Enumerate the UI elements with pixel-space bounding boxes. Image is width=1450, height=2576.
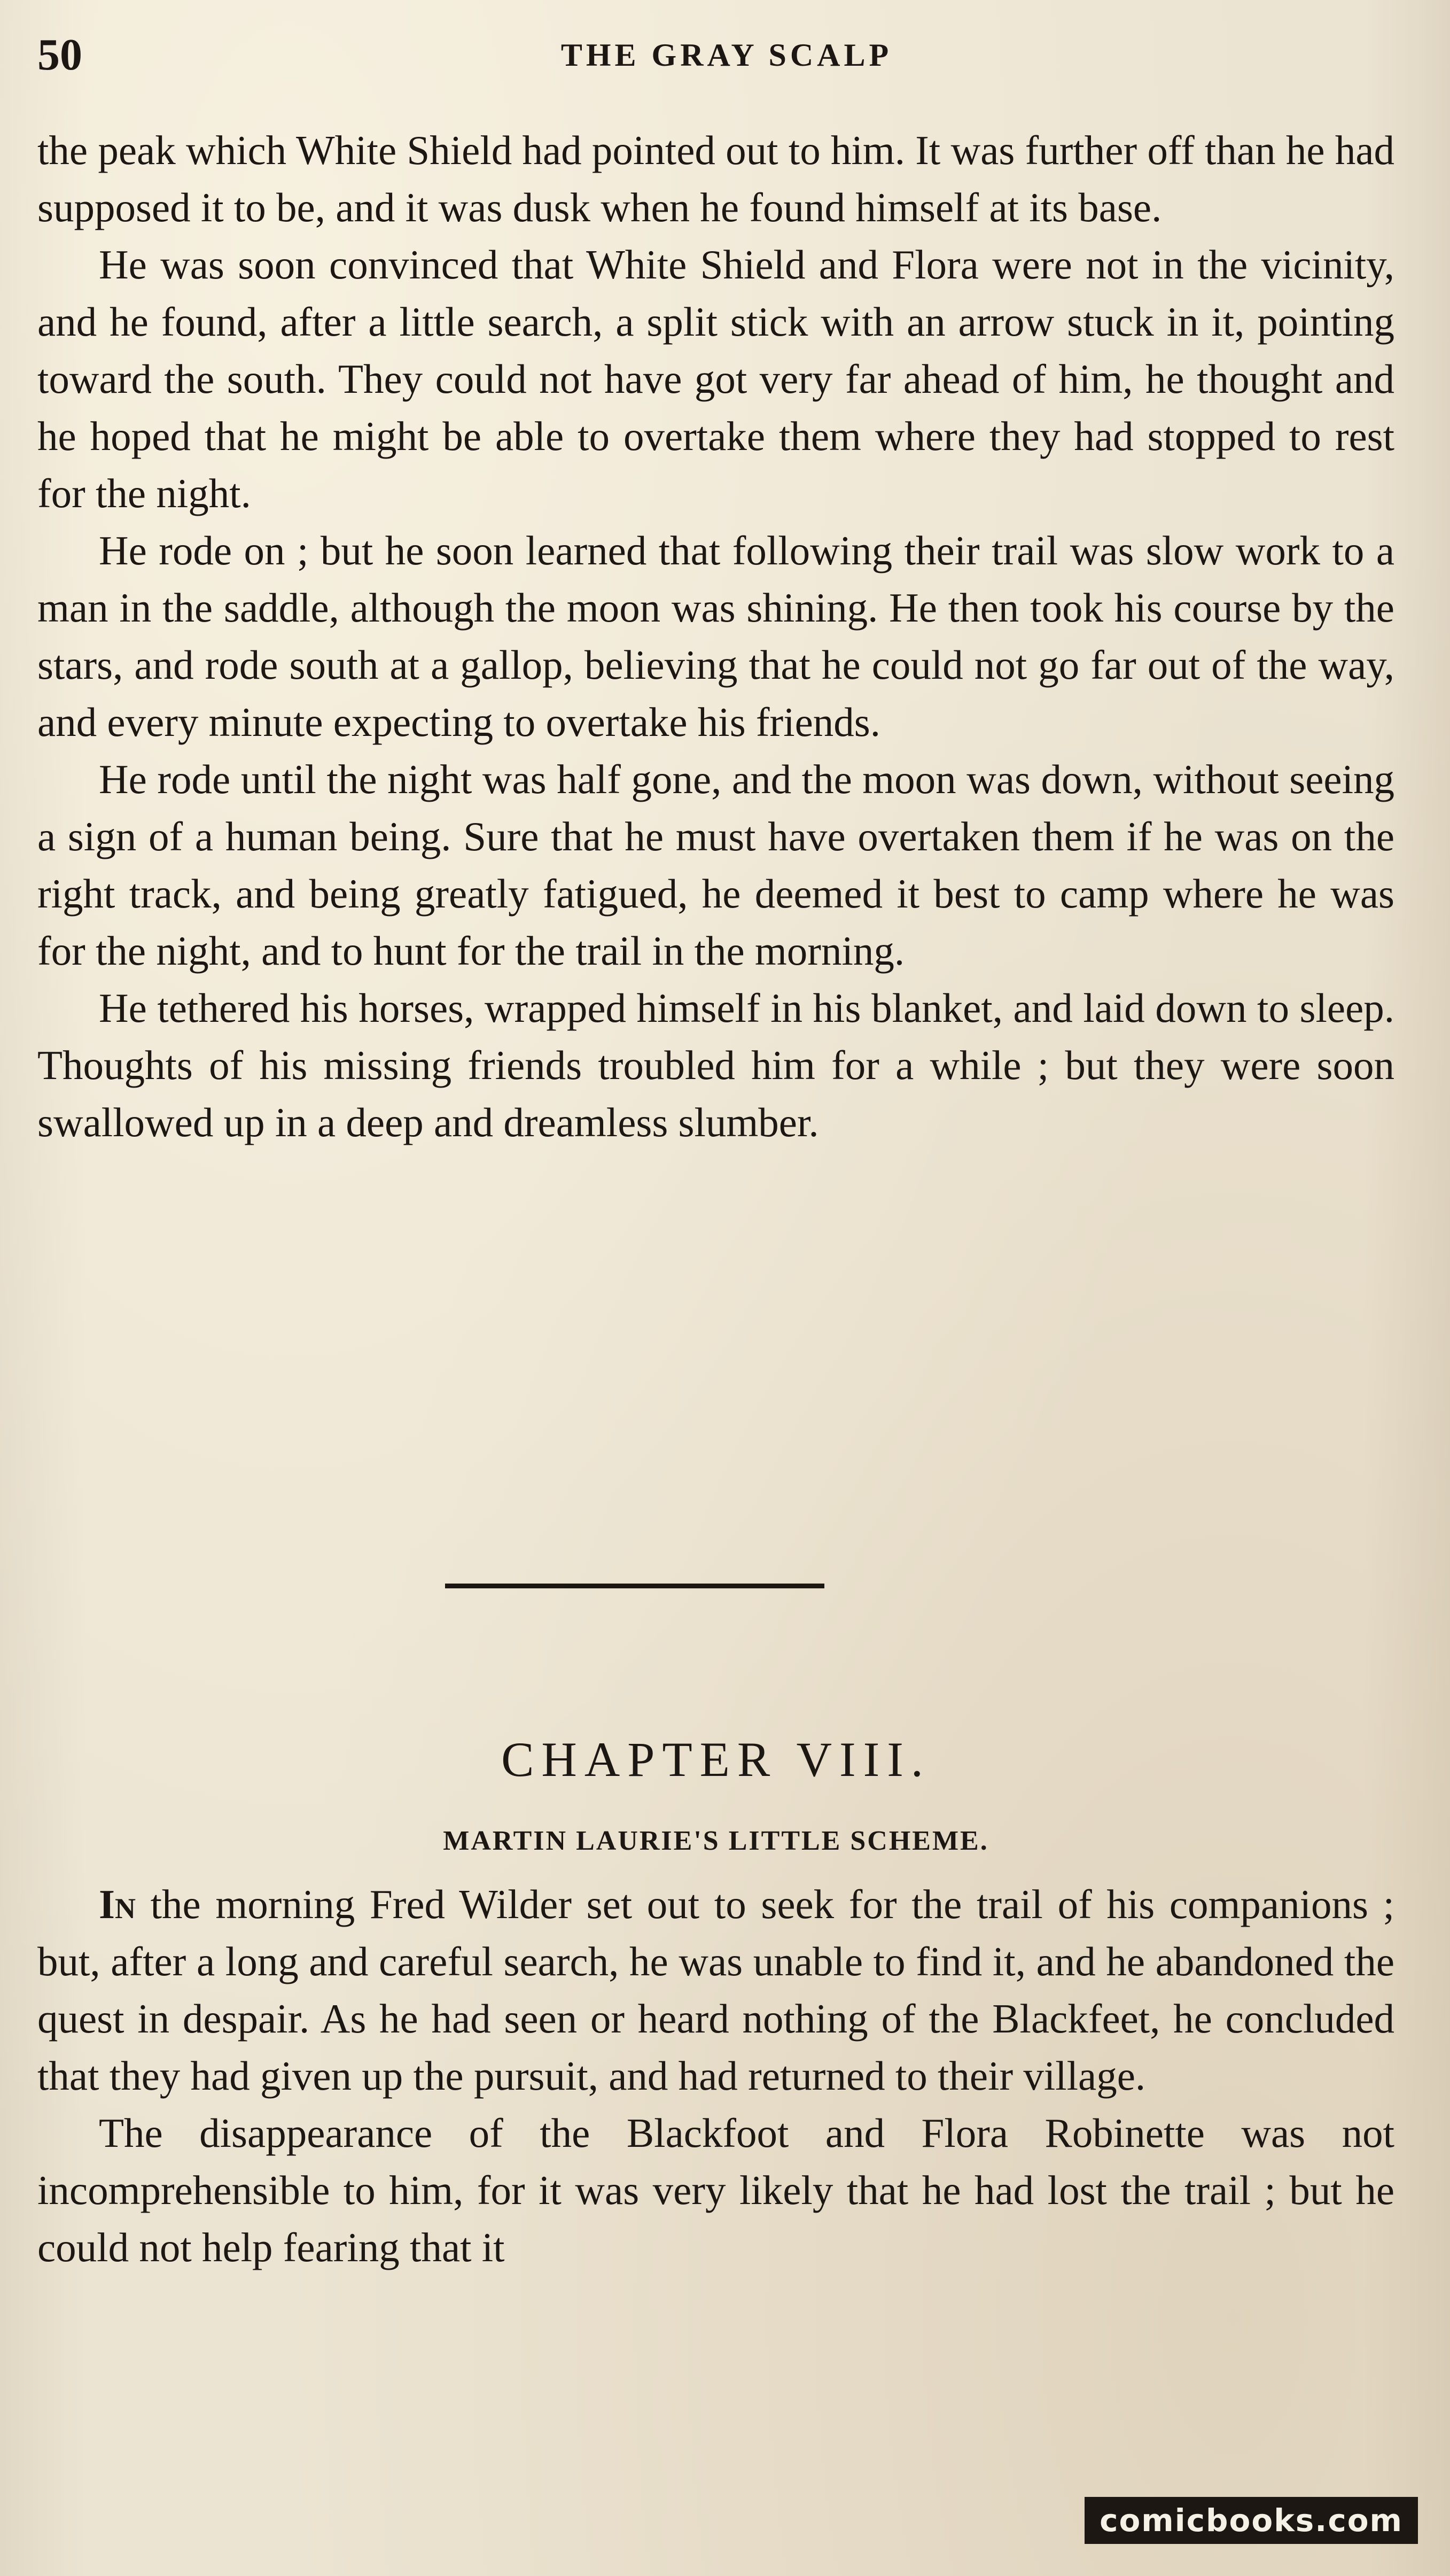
- running-title: THE GRAY SCALP: [560, 37, 893, 73]
- paragraph: the peak which White Shield had pointed out to him. It was further off than he had supposed it to be, and it was dusk when he found himself at its base.: [37, 127, 1394, 230]
- previous-chapter-text: [37, 122, 1394, 1151]
- chapter-title: CHAPTER VIII.: [501, 1732, 931, 1787]
- paragraph: [37, 1876, 1394, 2105]
- running-head: [37, 26, 1416, 84]
- paragraph: The disappearance of the Blackfoot and Flora Robinette was not incomprehensible to him, for it was very likely that he had lost the trail ; but he could not help fearing that it: [37, 2110, 1394, 2270]
- paragraph: He rode until the night was half gone, and the moon was down, without seeing a sign of a human being. Sure that he must have overtaken them if he was on the right track, and being greatly fatigued, he deemed it best to camp where he was for the night, and to hunt for the trail in the morning.: [37, 756, 1394, 974]
- opening-word: In: [99, 1881, 136, 1927]
- section-divider-rule: [445, 1584, 824, 1588]
- paragraph-text: the morning Fred Wilder set out to seek for the trail of his companions ; but, after a long and careful search, he was unable to find it, and he abandoned the quest in despair. As he had seen or heard nothing of the Blackfeet, he concluded that they had given up the pursuit, and had returned to their village.: [37, 1881, 1394, 2099]
- paragraph: He tethered his horses, wrapped himself in his blanket, and laid down to sleep. Thoughts of his missing friends troubled him for a while ; but they were soon swallowed up in a deep and dreamless slumber.: [37, 985, 1394, 1145]
- watermark: comicbooks.com: [1085, 2497, 1418, 2544]
- paragraph: He rode on ; but he soon learned that following their trail was slow work to a man in the saddle, although the moon was shining. He then took his course by the stars, and rode south at a gallop, believing that he could not go far out of the way, and every minute expecting to overtake his friends.: [37, 527, 1394, 745]
- page-number: 50: [37, 30, 82, 80]
- chapter-subtitle: MARTIN LAURIE'S LITTLE SCHEME.: [443, 1826, 989, 1856]
- paragraph: He was soon convinced that White Shield and Flora were not in the vicinity, and he found, after a little search, a split stick with an arrow stuck in it, pointing toward the south. They could not have got very far ahead of him, he thought and he hoped that he might be able to overtake them where they had stopped to rest for the night.: [37, 242, 1394, 516]
- chapter-text: [37, 1876, 1394, 2276]
